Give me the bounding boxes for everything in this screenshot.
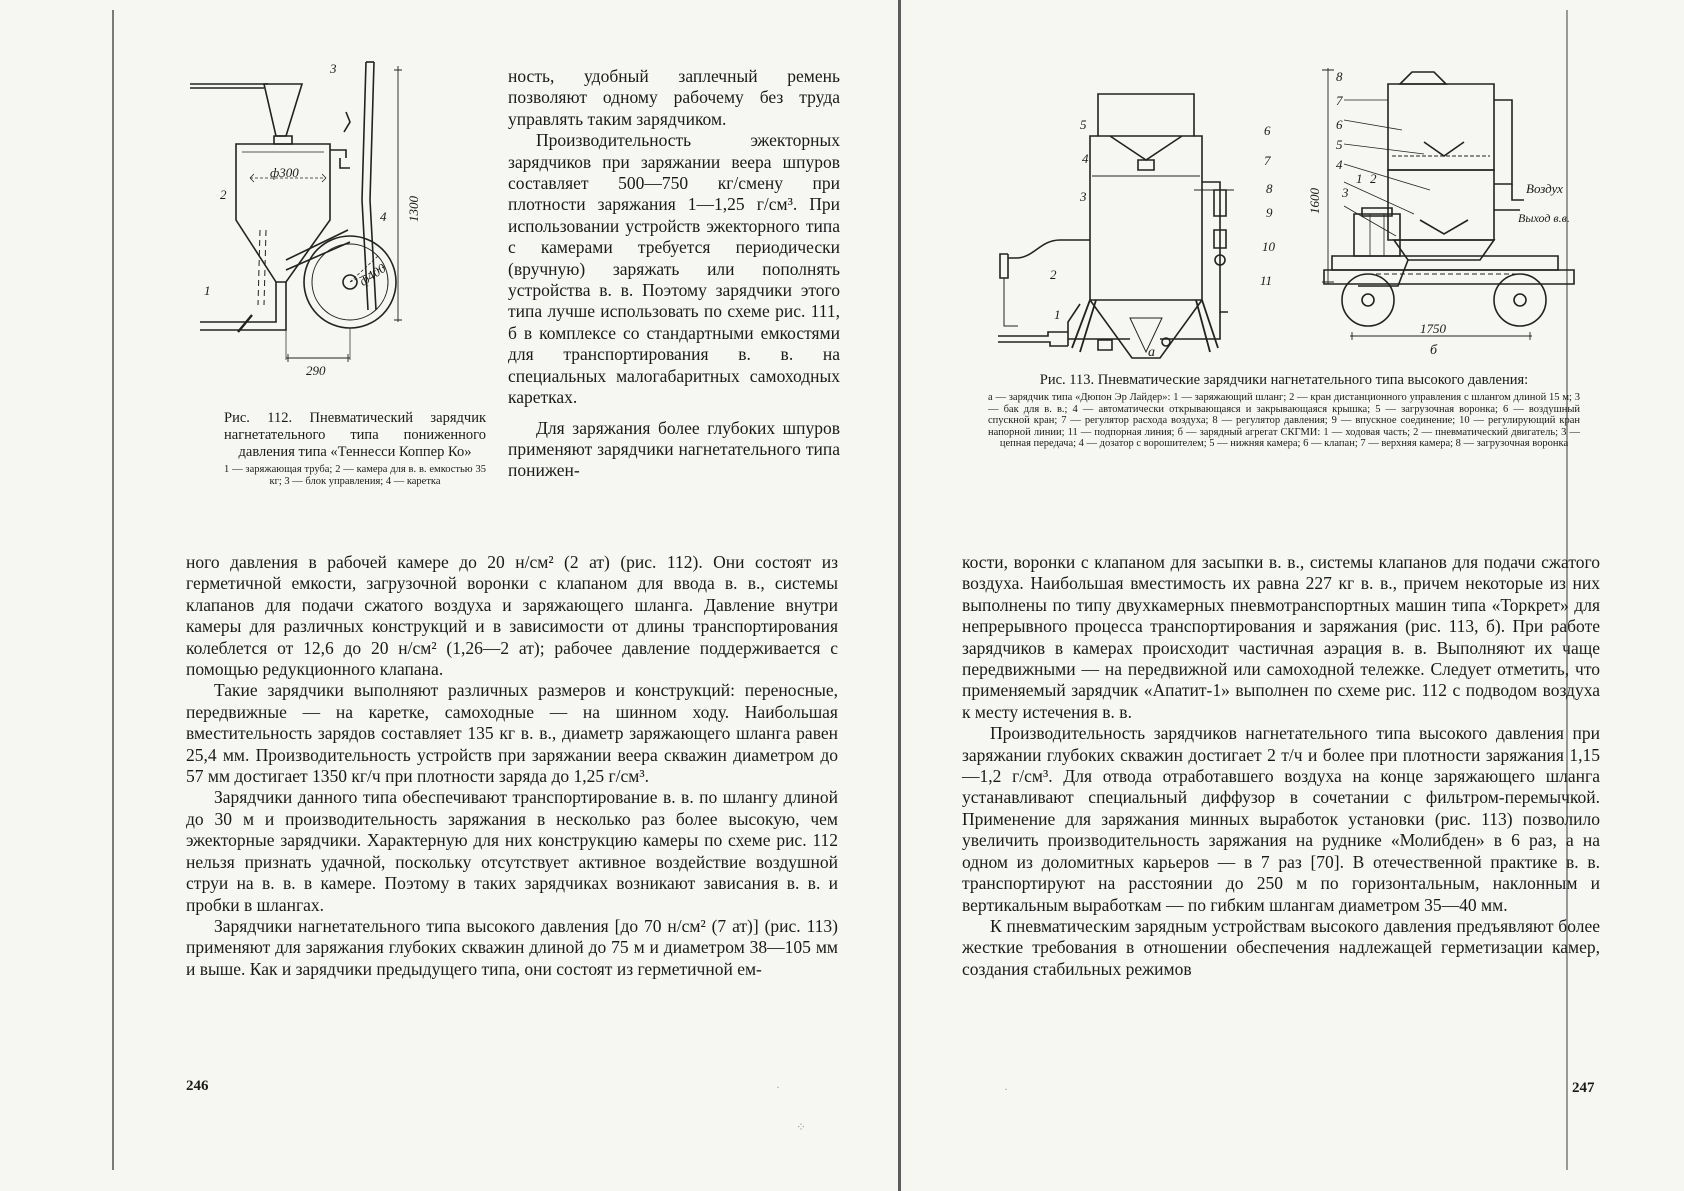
- left-body-text: [186, 552, 838, 980]
- fig113b-callout-2: 2: [1370, 171, 1377, 186]
- fig113a-callout-6: 6: [1264, 123, 1271, 138]
- right-body-paragraph: К пневматическим зарядным устройствам высокого давления предъявляют более жесткие требования в отношении обеспечения надлежащей герметизации камер, создания стабильных режимов: [962, 915, 1600, 979]
- left-top-column: [508, 66, 840, 482]
- fig112-callout-2: 2: [220, 187, 227, 202]
- page-number-right: 247: [1572, 1080, 1595, 1096]
- left-body-paragraph: ного давления в рабочей камере до 20 н/см² (2 ат) (рис. 112). Они состоят из герметичной емкости, загрузочной воронки с клапаном для ввода в. в., системы клапанов для подачи сжатого воздуха и заряжающего шланга. Давление внутри камеры для различных конструкций и в зависимости от длины транспортирования колеблется от 12,6 до 20 н/см² (1,26—2 ат); рабочее давление поддерживается с помощью редукционного клапана.: [186, 552, 838, 680]
- figure-112: [190, 60, 490, 405]
- figure-112-legend: 1 — заряжающая труба; 2 — камера для в. в. емкостью 35 кг; 3 — блок управления; 4 — каретка: [224, 464, 486, 487]
- left-body-paragraph: Зарядчики нагнетательного типа высокого давления [до 70 н/см² (7 ат)] (рис. 113) применяют для заряжания глубоких скважин длиной до 75 м и диаметром 38—105 мм и выше. Как и зарядчики предыдущего типа, они состоят из герметичной ем-: [186, 915, 838, 979]
- fig112-dim-tank-diameter: ф300: [270, 165, 299, 180]
- fig113a-callout-4: 4: [1082, 151, 1089, 166]
- left-body-paragraph: Зарядчики данного типа обеспечивают транспортирование в. в. по шлангу длиной до 30 м и производительность заряжания в несколько раз более высокую, чем эжекторные зарядчики. Характерную для них конструкцию камеры по схеме рис. 112 нельзя признать удачной, поскольку отсутствует активное воздействие воздушной струи на в. в. в камере. Поэтому в таких зарядчиках возникают зависания в. в. и пробки в шлангах.: [186, 787, 838, 915]
- fig113b-callout-3: 3: [1342, 185, 1349, 200]
- figure-112-caption-title: Рис. 112. Пневматический зарядчик нагнетательного типа пониженного давления типа «Теннесси Коппер Ко»: [224, 410, 486, 460]
- fig113b-annotation-air: Воздух: [1526, 181, 1563, 196]
- fig113a-callout-8: 8: [1266, 181, 1273, 196]
- right-body-paragraph: Производительность зарядчиков нагнетательного типа высокого давления при заряжании глубоких скважин достигает 2 т/ч и более при плотности заряжания 1,15—1,2 г/см³. Для отвода отработавшего воздуха на конце заряжающего шланга устанавливают специальный диффузор в сочетании с фильтром-перемычкой. Применение для заряжания минных выработок установки (рис. 113) позволило увеличить производительность заряжания на руднике «Молибден» в 6 раз, а на одном из доломитных карьеров — в 7 раз [70]. В отечественной практике в. в. транспортируют на расстоянии до 250 м по горизонтальным, наклонным и вертикальным выработкам — по гибким шлангам диаметром 35—40 мм.: [962, 723, 1600, 915]
- left-top-paragraph: Для заряжания более глубоких шпуров применяют зарядчики нагнетательного типа понижен-: [508, 417, 840, 481]
- scan-speck: ⁘: [796, 1120, 807, 1134]
- fig113b-dim-length: 1750: [1420, 321, 1446, 336]
- fig112-dim-base-width: 290: [306, 363, 326, 378]
- fig113a-callout-2: 2: [1050, 267, 1057, 282]
- fig113b-callout-6: 6: [1336, 117, 1343, 132]
- fig113a-callout-1: 1: [1054, 307, 1061, 322]
- fig113b-callout-7: 7: [1336, 93, 1343, 108]
- fig113b-annotation-outlet: Выход в.в.: [1518, 211, 1570, 225]
- fig113b-label: б: [1430, 343, 1438, 358]
- fig112-dim-height: 1300: [406, 196, 421, 222]
- fig112-callout-3: 3: [330, 61, 337, 76]
- figure-113a: [988, 90, 1332, 362]
- left-top-paragraph: ность, удобный заплечный ремень позволяют одному рабочему без труда управлять таким зарядчиком.: [508, 66, 840, 129]
- figure-113b: [1284, 64, 1576, 364]
- figure-112-caption: [224, 410, 486, 487]
- fig113a-callout-11: 11: [1260, 273, 1273, 288]
- fig113a-label: а: [1148, 345, 1155, 360]
- fig112-callout-4: 4: [380, 209, 387, 224]
- fig113a-callout-7: 7: [1264, 153, 1271, 168]
- fig112-dim-wheel-diameter: ф400: [356, 260, 389, 289]
- scan-speck: ·: [1004, 1082, 1008, 1096]
- right-page: [900, 0, 1684, 1191]
- scan-speck: ·: [776, 1080, 780, 1094]
- right-body-paragraph: кости, воронки с клапаном для засыпки в. в., системы клапанов для подачи сжатого воздуха. Наибольшая вместимость их равна 227 кг в. в., причем некоторые из них выполнены по типу двухкамерных пневмотранспортных машин типа «Торкрет» для непрерывного процесса транспортирования и заряжания (рис. 113, б). При работе зарядчиков в камерах происходит частичная аэрация в. в. Выполняют их чаще передвижными — на передвижной или самоходной тележке. Следует отметить, что применяемый зарядчик «Апатит-1» выполнен по схеме рис. 112 с подводом воздуха к месту истечения в. в.: [962, 552, 1600, 722]
- left-top-paragraph: Производительность эжекторных зарядчиков при заряжании веера шпуров составляет 500—750 кг/смену при плотности заряжания 1—1,25 г/см³. При использовании устройств эжекторного типа с камерами требуется периодически (вручную) заряжать или пополнять устройства в. в. Поэтому зарядчики этого типа лучше использовать по схеме рис. 111, б в комплексе со стандартными емкостями для транспортирования в. в. на специальных малогабаритных самоходных каретках.: [508, 130, 840, 408]
- fig113b-callout-4: 4: [1336, 157, 1343, 172]
- figure-113-caption: [988, 372, 1580, 450]
- fig112-callout-1: 1: [204, 283, 211, 298]
- page-number-left: 246: [186, 1078, 209, 1094]
- fig113a-callout-3: 3: [1080, 189, 1087, 204]
- fig113b-callout-5: 5: [1336, 137, 1343, 152]
- fig113b-dim-height: 1600: [1307, 188, 1322, 214]
- fig113b-callout-1: 1: [1356, 171, 1363, 186]
- fig113a-callout-10: 10: [1262, 239, 1275, 254]
- figure-112-drawing: [190, 60, 490, 405]
- figure-113a-drawing: [988, 90, 1332, 362]
- figure-113-caption-title: Рис. 113. Пневматические зарядчики нагнетательного типа высокого давления:: [1039, 372, 1529, 388]
- right-body-text: [962, 552, 1600, 980]
- left-body-paragraph: Такие зарядчики выполняют различных размеров и конструкций: переносные, передвижные — на каретке, самоходные — на шинном ходу. Наибольшая вместительность зарядов составляет 135 кг в. в., диаметр заряжающего шланга равен 25,4 мм. Производительность устройств при заряжании веера скважин диаметром до 57 мм достигает 1350 кг/ч при плотности заряда до 1,25 г/см³.: [186, 680, 838, 787]
- fig113b-callout-8: 8: [1336, 69, 1343, 84]
- fig113a-callout-9: 9: [1266, 205, 1273, 220]
- figure-113-legend: а — зарядчик типа «Дюпон Эр Лайдер»: 1 — заряжающий шланг; 2 — кран дистанционного управления с шлангом длиной 15 м; 3 — бак для в. в.; 4 — автоматически открывающаяся и закрывающаяся крышка; 5 — загрузочная воронка; 6 — воздушный спускной кран; 7 — регулятор расхода воздуха; 8 — регулятор давления; 9 — впускное соединение; 10 — регулирующий кран напорной линии; 11 — подпорная линия; б — зарядный агрегат СКГМИ: 1 — ходовая часть; 2 — пневматический двигатель; 3 — цепная передача; 4 — дозатор с ворошителем; 5 — нижняя камера; 6 — клапан; 7 — верхняя камера; 8 — загрузочная воронка: [988, 392, 1580, 450]
- fig113a-callout-5: 5: [1080, 117, 1087, 132]
